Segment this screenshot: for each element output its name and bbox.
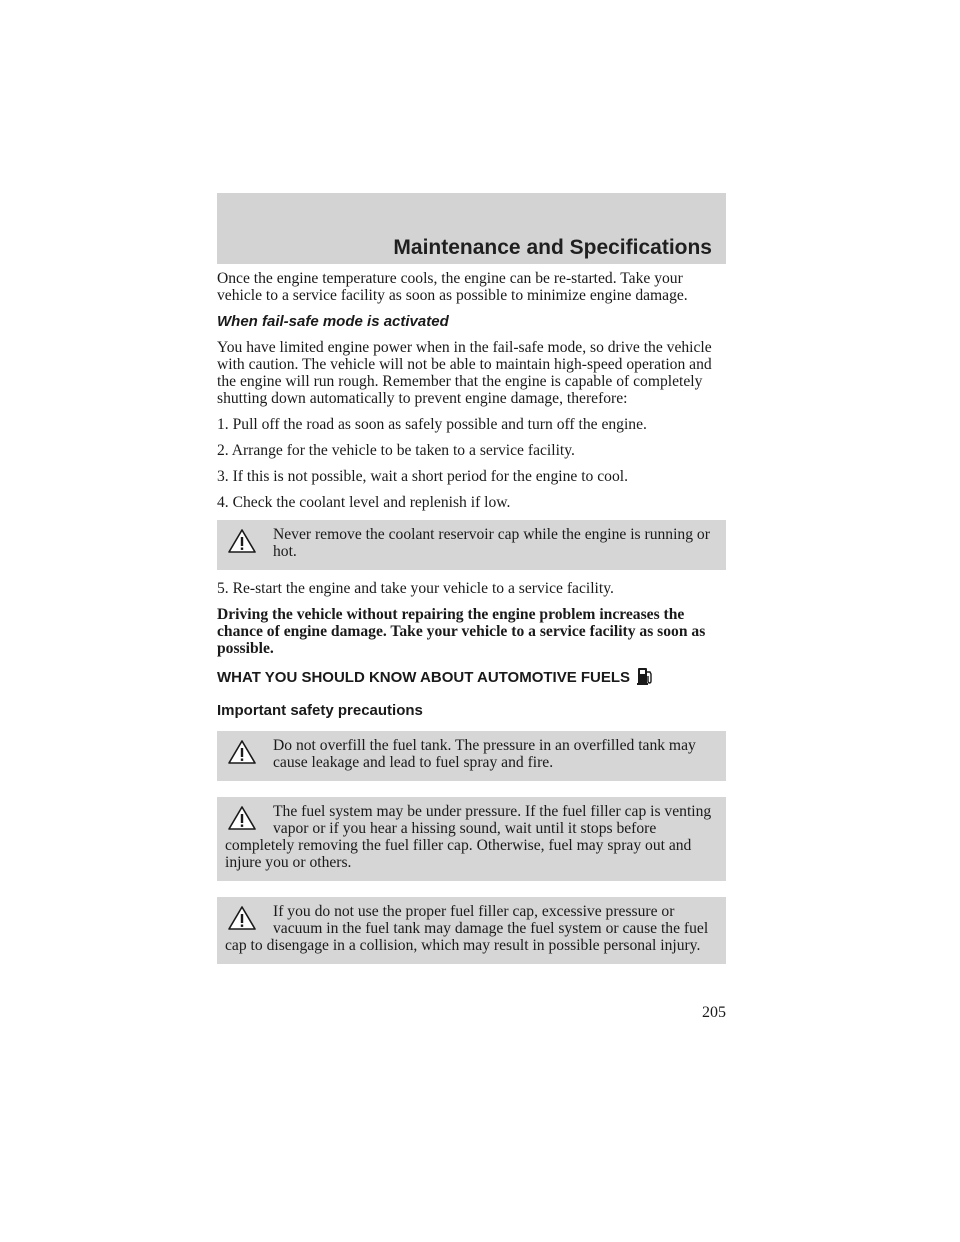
warning-triangle-icon [227,805,257,831]
intro-paragraph: Once the engine temperature cools, the engine can be re-started. Take your vehicle to a service facility as soon as possible to minimize engine damage. [217,270,688,304]
page-content [217,270,726,974]
warning-box-coolant [217,520,726,570]
safety-heading: Important safety precautions [217,702,423,719]
section-title: Maintenance and Specifications [393,236,712,259]
failsafe-paragraph: You have limited engine power when in the fail-safe mode, so drive the vehicle with caution. The vehicle will not be able to maintain high-speed operation and the engine will run rough. Remember that the engine is capable of completely shutting down automatically to prevent engine damage, therefore: [217,339,712,407]
warning-text: If you do not use the proper fuel filler cap, excessive pressure or vacuum in the fuel tank may damage the fuel system or cause the fuel cap to disengage in a collision, which may result in possible personal injury. [225,903,709,954]
warning-triangle-icon [227,905,257,931]
step-1: 1. Pull off the road as soon as safely possible and turn off the engine. [217,416,647,433]
warning-text: The fuel system may be under pressure. If the fuel filler cap is venting vapor or if you hear a hissing sound, wait until it stops before completely removing the fuel filler cap. Otherwise, fuel may spray out and injure you or others. [225,803,712,871]
warning-triangle-icon [227,739,257,765]
step-4: 4. Check the coolant level and replenish if low. [217,494,511,511]
warning-box-pressure [217,797,726,881]
warning-triangle-icon [227,528,257,554]
bold-notice: Driving the vehicle without repairing the engine problem increases the chance of engine damage. Take your vehicle to a service facility as soon as possible. [217,606,706,657]
step-3: 3. If this is not possible, wait a short period for the engine to cool. [217,468,628,485]
step-2: 2. Arrange for the vehicle to be taken to a service facility. [217,442,575,459]
failsafe-heading: When fail-safe mode is activated [217,313,449,330]
warning-text: Do not overfill the fuel tank. The pressure in an overfilled tank may cause leakage and lead to fuel spray and fire. [273,737,696,771]
warning-box-filler-cap [217,897,726,964]
page-number: 205 [702,1004,726,1021]
section-header-band [217,193,726,264]
fuels-heading-text: WHAT YOU SHOULD KNOW ABOUT AUTOMOTIVE FUELS [217,669,631,686]
fuels-heading [217,666,726,690]
warning-box-overfill [217,731,726,781]
warning-text: Never remove the coolant reservoir cap while the engine is running or hot. [273,526,710,560]
step-5: 5. Re-start the engine and take your vehicle to a service facility. [217,580,614,597]
fuel-pump-icon [636,666,654,690]
